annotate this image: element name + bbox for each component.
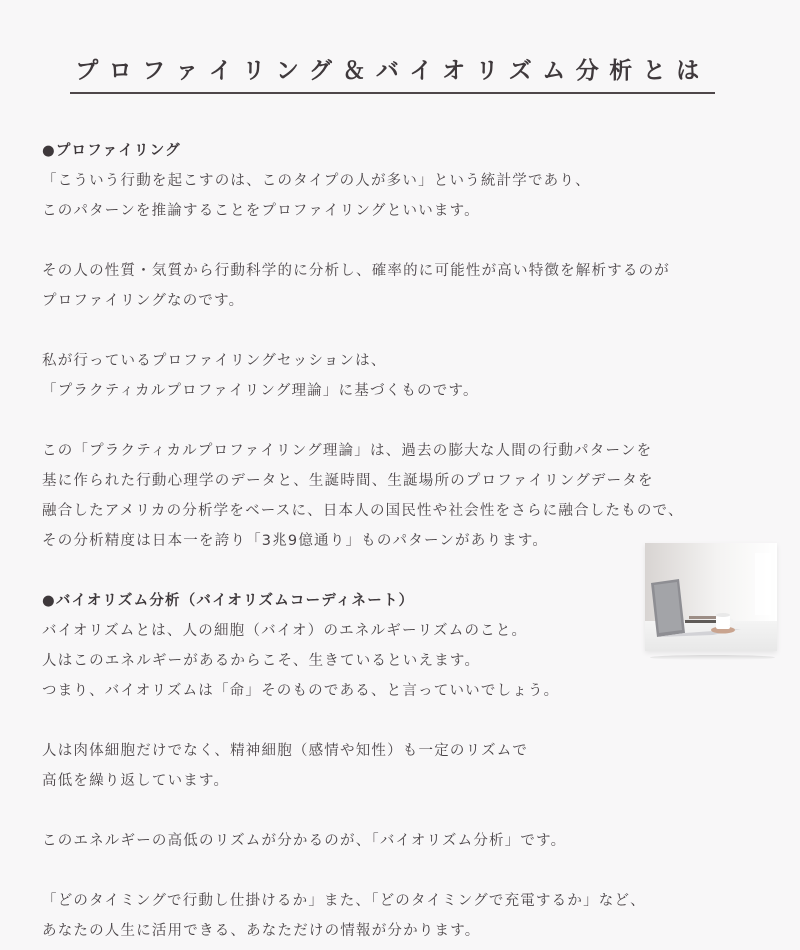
body-line: 人はこのエネルギーがあるからこそ、生きているといえます。 bbox=[42, 653, 481, 669]
body-line: 「どのタイミングで行動し仕掛けるか」また、「どのタイミングで充電するか」など、 bbox=[42, 893, 646, 909]
body-line: つまり、バイオリズムは「命」そのものである、と言っていいでしょう。 bbox=[42, 683, 560, 699]
paragraph-gap bbox=[42, 226, 792, 256]
laptop-desk-photo bbox=[645, 543, 777, 651]
body-line: 「プラクティカルプロファイリング理論」に基づくものです。 bbox=[42, 383, 479, 399]
body-line: 融合したアメリカの分析学をベースに、日本人の国民性や社会性をさらに融合したもので、 bbox=[42, 503, 684, 519]
body-line: プロファイリングなのです。 bbox=[42, 293, 245, 309]
body-line: バイオリズムとは、人の細胞（バイオ）のエネルギーリズムのこと。 bbox=[42, 623, 528, 639]
body-line: あなたの人生に活用できる、あなただけの情報が分かります。 bbox=[42, 923, 481, 939]
laptop-desk-image-icon bbox=[645, 543, 777, 651]
body-line: その人の性質・気質から行動科学的に分析し、確率的に可能性が高い特徴を解析するのが bbox=[42, 263, 670, 279]
body-line: 基に作られた行動心理学のデータと、生誕時間、生誕場所のプロファイリングデータを bbox=[42, 473, 654, 489]
paragraph-gap bbox=[42, 796, 792, 826]
paragraph-gap bbox=[42, 706, 792, 736]
photo-shadow bbox=[650, 655, 775, 660]
body-line: 人は肉体細胞だけでなく、精神細胞（感情や知性）も一定のリズムで bbox=[42, 743, 529, 759]
body-line: 高低を繰り返しています。 bbox=[42, 773, 230, 789]
paragraph-gap bbox=[42, 856, 792, 886]
paragraph-gap bbox=[42, 406, 792, 436]
body-line: その分析精度は日本一を誇り「3兆9億通り」ものパターンがあります。 bbox=[42, 533, 549, 549]
body-line: この「プラクティカルプロファイリング理論」は、過去の膨大な人間の行動パターンを bbox=[42, 443, 653, 459]
page-title: プロファイリング＆バイオリズム分析とは bbox=[75, 58, 710, 84]
body-line: このパターンを推論することをプロファイリングといいます。 bbox=[42, 203, 480, 219]
title-underline bbox=[70, 50, 715, 94]
body-line: 「こういう行動を起こすのは、このタイプの人が多い」という統計学であり、 bbox=[42, 173, 591, 189]
body-line: 私が行っているプロファイリングセッションは、 bbox=[42, 353, 387, 369]
section-heading: ●プロファイリング bbox=[42, 143, 181, 159]
body-line: このエネルギーの高低のリズムが分かるのが、「バイオリズム分析」です。 bbox=[42, 833, 567, 849]
paragraph-gap bbox=[42, 316, 792, 346]
body-text bbox=[42, 136, 792, 946]
section-heading: ●バイオリズム分析（バイオリズムコーディネート） bbox=[42, 593, 415, 609]
